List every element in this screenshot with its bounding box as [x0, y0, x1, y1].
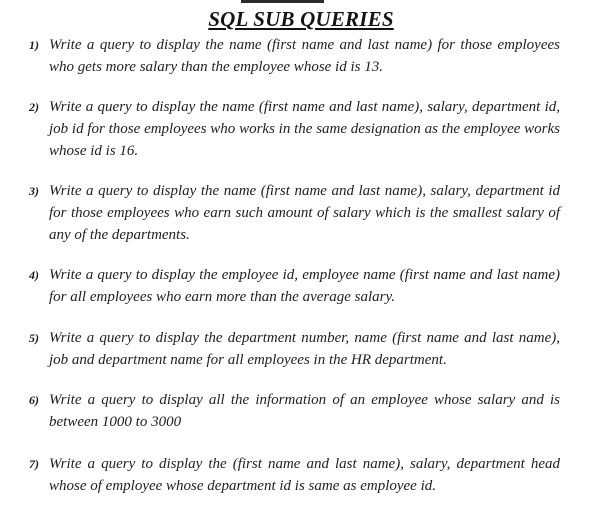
query-text: Write a query to display the name (first name and last name), salary, department id for those employees who earn such amount of salary which is the smallest salary of any of the departments. [49, 183, 560, 243]
query-item-4 [29, 264, 560, 308]
query-text: Write a query to display all the information of an employee whose salary and is between 1000 to 3000 [49, 392, 560, 430]
top-rule [241, 0, 324, 3]
query-number: 7) [29, 457, 39, 471]
query-number: 3) [29, 184, 39, 198]
query-number: 4) [29, 268, 39, 282]
query-number: 2) [29, 100, 39, 114]
query-text: Write a query to display the name (first name and last name), salary, department id, job id for those employees who works in the same designation as the employee works whose id is 16. [49, 99, 560, 159]
document-title: SQL SUB QUERIES [208, 7, 394, 31]
query-number: 6) [29, 393, 39, 407]
query-text: Write a query to display the employee id, employee name (first name and last name) for all employees who earn more than the average salary. [49, 267, 560, 305]
query-item-6 [29, 389, 560, 433]
query-item-2 [29, 96, 560, 162]
query-item-5 [29, 327, 560, 371]
query-number: 5) [29, 331, 39, 345]
query-number: 1) [29, 38, 39, 52]
query-item-7 [29, 453, 560, 497]
query-text: Write a query to display the name (first name and last name) for those employees who gets more salary than the employee whose id is 13. [49, 37, 560, 75]
query-text: Write a query to display the department number, name (first name and last name), job and department name for all employees in the HR department. [49, 330, 560, 368]
query-item-3 [29, 180, 560, 246]
query-text: Write a query to display the (first name and last name), salary, department head whose of employee whose department id is same as employee id. [49, 456, 560, 494]
query-item-1 [29, 34, 560, 78]
